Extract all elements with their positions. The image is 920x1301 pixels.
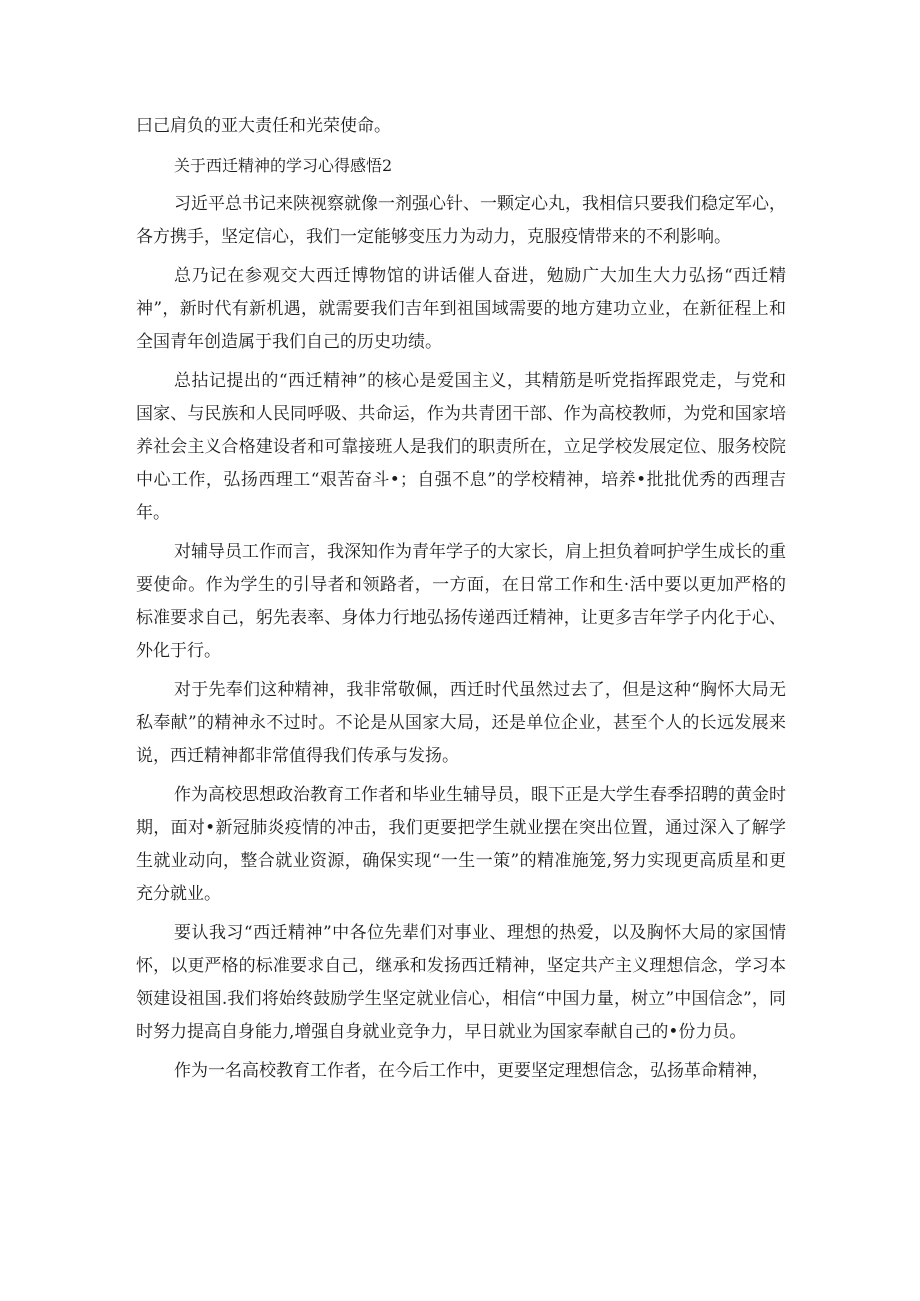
section-heading: 关于西迁精神的学习心得感悟2	[174, 156, 393, 175]
continuation-text: 曰己肩负的亚大责任和光荣使命。	[136, 116, 391, 136]
paragraph: 习近平总书记来陕视察就像一剂强心针、一颗定心丸，我相信只要我们稳定军心，各方携手，坚定信心，我们一定能够变压力为动力，克服疫情带来的不利影响。	[136, 194, 786, 247]
paragraph: 总乃记在参观交大西迁博物馆的讲话催人奋进，勉励广大加生大力弘扬“西迁精神”，新时代有新机遇，就需要我们吉年到祖国域需要的地方建功立业，在新征程上和全国青年创造属于我们自己的历史功绩。	[136, 266, 786, 352]
document-page	[136, 110, 786, 1094]
paragraph: 作为一名高校教育工作者，在今后工作中，更要坚定理想信念，弘扬革命精神，	[174, 1061, 769, 1081]
paragraph: 作为高校思想政治教育工作者和毕业生辅导员，眼下正是大学生春季招聘的黄金时期，面对•新冠肺炎疫情的冲击，我们更要把学生就业摆在突出位置，通过深入了解学生就业动向，整合就业资源，确保实现“一生一策”的精准施笼,努力实现更高质星和更充分就业。	[136, 785, 786, 904]
paragraph: 对辅导员工作而言，我深知作为青年学子的大家长，肩上担负着呵护学生成长的重要使命。作为学生的引导者和领路者，一方面，在日常工作和生·活中要以更加严格的标准要求自己，躬先表率、身体力行地弘扬传递西迁精神，让更多吉年学子内化于心、外化于行。	[136, 542, 786, 661]
paragraph: 对于先奉们这种精神，我非常敬佩，西迁时代虽然过去了，但是这种“胸怀大局无私奉献”的精神永不过时。不论是从国家大局，还是单位企业，甚至个人的长远发展来说，西迁精神都非常值得我们传承与发扬。	[136, 680, 786, 766]
paragraph: 总拈记提出的“西迁精神”的核心是爱国主义，其精筋是听党指挥跟党走，与党和国家、与民族和人民同呼吸、共命运，作为共青团干部、作为高校教师，为党和国家培养社会主义合格建设者和可靠接班人是我们的职责所在，立足学校发展定位、服务校院中心工作，弘扬西理工“艰苦奋斗•；自强不息”的学校精神，培养•批批优秀的西理吉年。	[136, 371, 786, 523]
paragraph: 要认我习“西迁精神”中各位先辈们对事业、理想的热爱，以及胸怀大局的家国情怀，以更严格的标准要求自己，继承和发扬西迁精神，坚定共产主义理想信念，学习本领建设祖国.我们将始终鼓励学生坚定就业信心，相信“中国力量，树立”中国信念”，同时努力提高自身能力,增强自身就业竞争力，早日就业为国家奉献自己的•份力员。	[136, 923, 786, 1042]
